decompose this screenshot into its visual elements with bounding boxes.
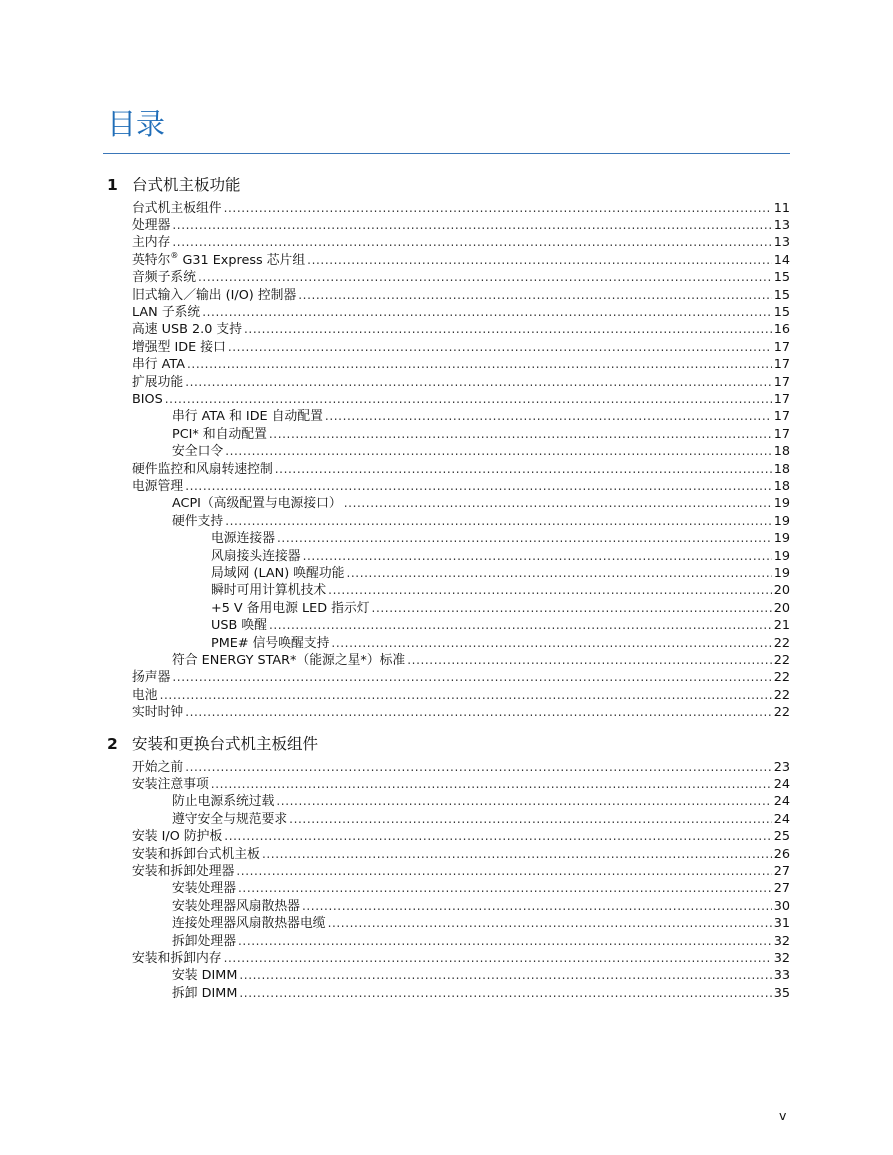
toc-entry-label: 串行 ATA 和 IDE 自动配置: [172, 409, 323, 425]
toc-entry-page: 17: [773, 339, 790, 355]
toc-entry-label: BIOS: [132, 391, 163, 407]
toc-entry-label: 台式机主板组件: [132, 200, 222, 216]
toc-entry[interactable]: [211, 582, 790, 599]
toc-entry-page: 32: [773, 933, 790, 949]
toc-entry[interactable]: [132, 339, 790, 356]
dot-leader: [202, 304, 771, 321]
toc-entry-page: 24: [773, 811, 790, 827]
toc-entry-label: 旧式输入／输出 (I/O) 控制器: [132, 287, 297, 303]
dot-leader: [239, 967, 771, 984]
toc-entry-page: 13: [773, 235, 790, 251]
dot-leader: [165, 391, 772, 408]
toc-entry-page: 15: [773, 270, 790, 286]
page-number: v: [779, 1108, 787, 1123]
toc-entry-label: 安装和拆卸处理器: [132, 863, 235, 879]
toc-entry[interactable]: [211, 617, 790, 634]
toc-entry[interactable]: [132, 252, 790, 269]
dot-leader: [244, 321, 772, 338]
toc-entry[interactable]: [132, 461, 790, 478]
toc-entry[interactable]: [211, 530, 790, 547]
dot-leader: [187, 356, 772, 373]
dot-leader: [185, 759, 772, 776]
toc-entry-label: 电源连接器: [211, 531, 275, 547]
toc-entry-label: 开始之前: [132, 759, 184, 775]
toc-entry-page: 19: [773, 513, 790, 529]
toc-entry-label: 扬声器: [132, 670, 171, 686]
toc-entry-page: 17: [773, 409, 790, 425]
toc-entry-label: 扩展功能: [132, 374, 184, 390]
toc-entry-page: 13: [773, 217, 790, 233]
toc-entry-label: 电源管理: [132, 478, 184, 494]
dot-leader: [238, 933, 772, 950]
toc-entry[interactable]: [172, 811, 790, 828]
dot-leader: [225, 443, 772, 460]
toc-entry-label: 安装处理器风扇散热器: [172, 898, 300, 914]
chapter-number: 2: [107, 735, 118, 753]
toc-entry-page: 16: [773, 322, 790, 338]
toc-entry-label: 防止电源系统过载: [172, 794, 275, 810]
toc-entry-label: ACPI（高级配置与电源接口）: [172, 496, 342, 512]
toc-entry[interactable]: [211, 635, 790, 652]
toc-entry-label: 瞬时可用计算机技术: [211, 583, 327, 599]
toc-entry[interactable]: [132, 374, 790, 391]
chapter-heading[interactable]: [107, 733, 790, 755]
toc-entry-label: 安装和拆卸内存: [132, 950, 222, 966]
toc-entry-label: 主内存: [132, 235, 171, 251]
chapter-title: 安装和更换台式机主板组件: [132, 735, 319, 753]
toc-entry-page: 24: [773, 794, 790, 810]
toc-entry-label: 安装 I/O 防护板: [132, 829, 223, 845]
toc-entry-page: 32: [773, 950, 790, 966]
dot-leader: [303, 548, 772, 565]
toc-entry-page: 14: [773, 252, 790, 268]
dot-leader: [269, 617, 772, 634]
toc-entry[interactable]: [132, 828, 790, 845]
chapter-heading[interactable]: [107, 174, 790, 196]
toc-entry-page: 35: [773, 985, 790, 1001]
toc-entry-label-part: 英特尔: [132, 252, 171, 268]
toc-entry-label: 风扇接头连接器: [211, 548, 301, 564]
toc-entry[interactable]: [172, 967, 790, 984]
dot-leader: [262, 846, 772, 863]
toc-entry-label: 安装和拆卸台式机主板: [132, 846, 260, 862]
toc-entry[interactable]: [172, 898, 790, 915]
dot-leader: [372, 600, 772, 617]
toc-entry[interactable]: [132, 846, 790, 863]
toc-entry-page: 17: [773, 374, 790, 390]
toc-entry-page: 18: [773, 444, 790, 460]
dot-leader: [228, 339, 772, 356]
chapter-title: 台式机主板功能: [132, 176, 241, 194]
toc-entry-label: 音频子系统: [132, 270, 196, 286]
toc-entry-page: 21: [773, 618, 790, 634]
dot-leader: [328, 915, 772, 932]
toc-entry-page: 17: [773, 357, 790, 373]
chapter-number: 1: [107, 176, 118, 194]
toc-entry[interactable]: [211, 600, 790, 617]
dot-leader: [225, 513, 772, 530]
toc-entry-label: 安装注意事项: [132, 776, 209, 792]
dot-leader: [160, 687, 772, 704]
dot-leader: [224, 828, 771, 845]
toc-entry-label: USB 唤醒: [211, 618, 267, 634]
dot-leader: [325, 408, 772, 425]
toc-entry-page: 23: [773, 759, 790, 775]
toc-entry-label: 拆卸 DIMM: [172, 985, 238, 1001]
toc-entry[interactable]: [172, 426, 790, 443]
toc-entry[interactable]: [211, 548, 790, 565]
dot-leader: [185, 478, 772, 495]
toc-entry-label: +5 V 备用电源 LED 指示灯: [211, 600, 370, 616]
dot-leader: [276, 793, 771, 810]
toc-entry-page: 19: [773, 565, 790, 581]
dot-leader: [185, 374, 772, 391]
toc-entry-page: 17: [773, 426, 790, 442]
toc-entry-label: [132, 252, 305, 269]
toc-entry[interactable]: [211, 565, 790, 582]
toc-entry-label: 硬件监控和风扇转速控制: [132, 461, 273, 477]
toc-entry-page: 18: [773, 461, 790, 477]
toc-entry[interactable]: [132, 287, 790, 304]
toc-entry-page: 22: [773, 652, 790, 668]
toc-entry[interactable]: [172, 652, 790, 669]
toc-entry-page: 15: [773, 287, 790, 303]
dot-leader: [185, 704, 772, 721]
toc-entry[interactable]: [132, 759, 790, 776]
toc-entry-page: 19: [773, 496, 790, 512]
toc-entry-page: 24: [773, 776, 790, 792]
toc-entry[interactable]: [132, 234, 790, 251]
toc-entry[interactable]: [172, 915, 790, 932]
toc-entry-label: 串行 ATA: [132, 357, 185, 373]
title-divider: [103, 153, 790, 154]
toc-entry-label: 局域网 (LAN) 唤醒功能: [211, 565, 345, 581]
toc-entry-label: 高速 USB 2.0 支持: [132, 322, 243, 338]
toc-entry-page: 26: [773, 846, 790, 862]
dot-leader: [346, 565, 771, 582]
toc-entry-page: 18: [773, 478, 790, 494]
toc-entry[interactable]: [172, 793, 790, 810]
dot-leader: [198, 269, 772, 286]
dot-leader: [275, 461, 772, 478]
dot-leader: [172, 217, 771, 234]
dot-leader: [277, 530, 772, 547]
toc-entry[interactable]: [132, 391, 790, 408]
toc-entry-label: 连接处理器风扇散热器电缆: [172, 916, 326, 932]
toc-entry-page: 22: [773, 687, 790, 703]
toc-entry[interactable]: [172, 933, 790, 950]
toc-entry-label: 拆卸处理器: [172, 933, 236, 949]
toc-entry[interactable]: [132, 776, 790, 793]
dot-leader: [172, 669, 771, 686]
toc-entry-page: 20: [773, 583, 790, 599]
toc-entry[interactable]: [132, 356, 790, 373]
dot-leader: [298, 287, 771, 304]
toc-entry[interactable]: [172, 495, 790, 512]
toc-entry-page: 11: [773, 200, 790, 216]
toc-entry-page: 19: [773, 531, 790, 547]
dot-leader: [331, 635, 771, 652]
toc-entry-page: 22: [773, 670, 790, 686]
toc-entry[interactable]: [172, 513, 790, 530]
registered-mark: ®: [170, 250, 179, 260]
dot-leader: [239, 985, 771, 1002]
dot-leader: [289, 811, 772, 828]
toc-entry[interactable]: [132, 321, 790, 338]
toc-entry[interactable]: [132, 950, 790, 967]
toc-entry-page: 15: [773, 304, 790, 320]
toc-entry[interactable]: [172, 985, 790, 1002]
toc-entry[interactable]: [132, 687, 790, 704]
toc-entry[interactable]: [132, 269, 790, 286]
toc-entry[interactable]: [132, 217, 790, 234]
toc-entry-label: 处理器: [132, 217, 171, 233]
dot-leader: [238, 880, 772, 897]
toc-entry-page: 25: [773, 829, 790, 845]
toc-entry[interactable]: [132, 478, 790, 495]
toc-entry-label: 安装 DIMM: [172, 968, 238, 984]
dot-leader: [407, 652, 771, 669]
toc-entry[interactable]: [132, 669, 790, 686]
toc-entry-page: 17: [773, 391, 790, 407]
toc-entry-label: 安装处理器: [172, 881, 236, 897]
toc-entry-page: 20: [773, 600, 790, 616]
toc-entry-label: 遵守安全与规范要求: [172, 811, 288, 827]
toc-entry-label: LAN 子系统: [132, 304, 201, 320]
toc-entry-label: 硬件支持: [172, 513, 224, 529]
toc-entry-page: 27: [773, 863, 790, 879]
dot-leader: [344, 495, 772, 512]
toc-entry-page: 27: [773, 881, 790, 897]
toc-entry-page: 19: [773, 548, 790, 564]
toc-entry-label: 增强型 IDE 接口: [132, 339, 226, 355]
toc-entry-label: 实时时钟: [132, 705, 184, 721]
toc-entry-page: 33: [773, 968, 790, 984]
toc-entry-label-part: G31 Express 芯片组: [178, 252, 306, 268]
toc-entry[interactable]: [132, 304, 790, 321]
toc-entry-page: 30: [773, 898, 790, 914]
toc-entry-page: 22: [773, 635, 790, 651]
toc-entry-label: PCI* 和自动配置: [172, 426, 267, 442]
toc-entry[interactable]: [172, 880, 790, 897]
toc-entry-label: 符合 ENERGY STAR*（能源之星*）标准: [172, 652, 406, 668]
toc-entry-label: PME# 信号唤醒支持: [211, 635, 330, 651]
toc-entry[interactable]: [172, 408, 790, 425]
dot-leader: [302, 898, 772, 915]
dot-leader: [236, 863, 771, 880]
toc-entry[interactable]: [132, 200, 790, 217]
toc-entry[interactable]: [132, 704, 790, 721]
toc-entry-label: 安全口令: [172, 444, 224, 460]
dot-leader: [211, 776, 772, 793]
dot-leader: [269, 426, 772, 443]
toc-entry-label: 电池: [132, 687, 158, 703]
toc-entry-page: 31: [773, 916, 790, 932]
toc-entry-page: 22: [773, 705, 790, 721]
toc-entry[interactable]: [132, 863, 790, 880]
dot-leader: [224, 950, 772, 967]
dot-leader: [328, 582, 772, 599]
toc-title: 目录: [107, 107, 166, 141]
toc-entry[interactable]: [172, 443, 790, 460]
dot-leader: [307, 252, 772, 269]
dot-leader: [224, 200, 772, 217]
dot-leader: [172, 234, 771, 251]
